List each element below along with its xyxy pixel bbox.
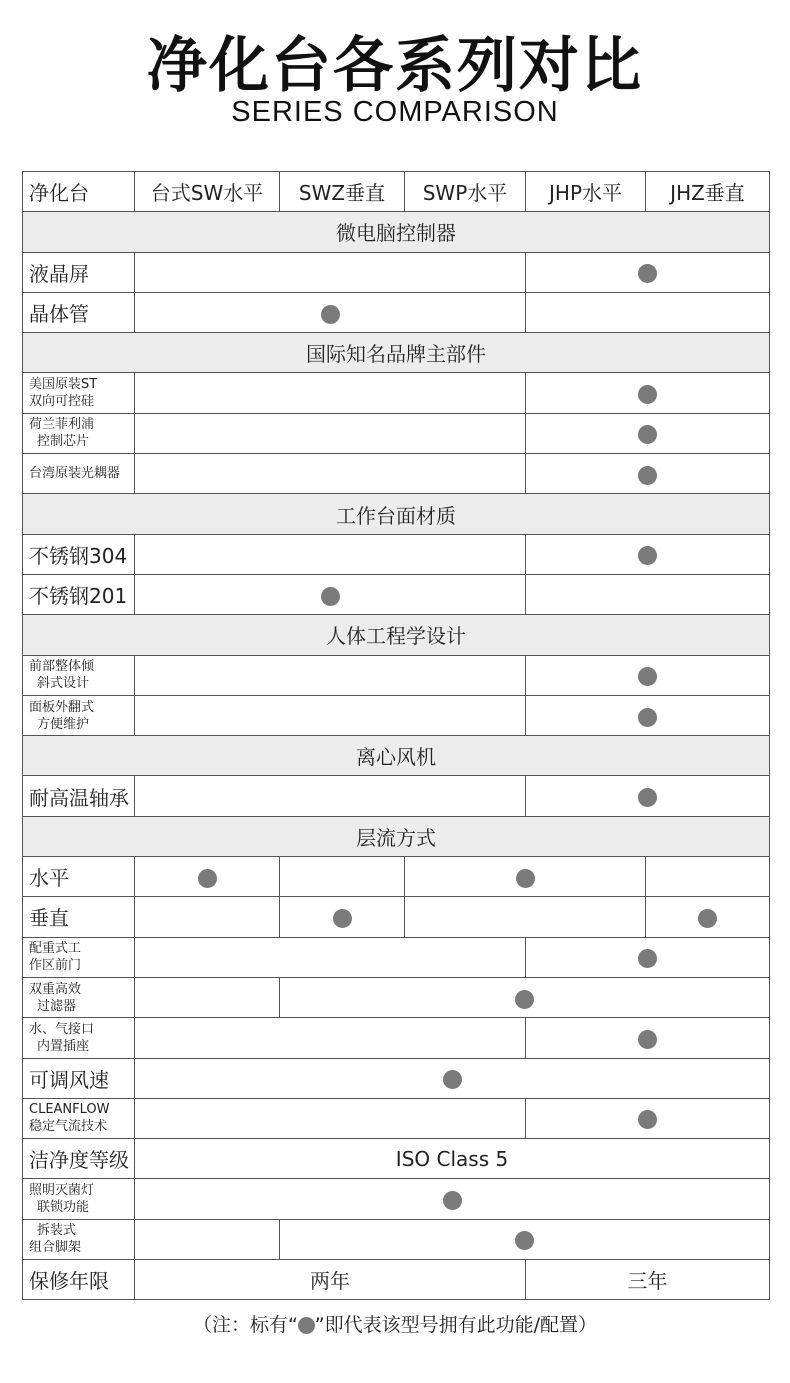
row-label: 洁净度等级 [23, 1139, 135, 1179]
table-row [23, 413, 770, 453]
check-dot-icon [638, 1030, 657, 1049]
check-dot-icon [321, 305, 340, 324]
row-label-line: 面板外翻式 [29, 699, 95, 715]
table-row [23, 1139, 770, 1179]
section-brand-parts: 国际知名品牌主部件 [23, 333, 770, 373]
table-row [23, 776, 770, 816]
row-label-line: 美国原装ST [29, 377, 98, 393]
row-label-line: 作区前门 [29, 958, 82, 974]
empty-cell [135, 937, 526, 977]
table-row [23, 1058, 770, 1098]
table-row [23, 897, 770, 937]
check-dot-icon [333, 909, 352, 928]
row-label-line: 过滤器 [37, 998, 77, 1014]
section-fan: 离心风机 [23, 736, 770, 776]
row-label [23, 1179, 135, 1219]
check-dot-icon [638, 949, 657, 968]
section-row [23, 494, 770, 534]
empty-cell [135, 252, 526, 292]
check-dot-icon [698, 909, 717, 928]
empty-cell [135, 655, 526, 695]
check-cell [280, 1219, 770, 1259]
empty-cell [646, 857, 770, 897]
check-dot-icon [515, 990, 534, 1009]
section-row [23, 615, 770, 655]
check-cell [526, 534, 770, 574]
section-controller: 微电脑控制器 [23, 212, 770, 252]
column-header-jhz: JHZ垂直 [646, 172, 770, 212]
check-cell [280, 977, 770, 1017]
empty-cell [526, 292, 770, 332]
check-dot-icon [638, 425, 657, 444]
row-label [23, 655, 135, 695]
empty-cell [135, 534, 526, 574]
check-cell [135, 574, 526, 614]
check-cell [646, 897, 770, 937]
check-cell [526, 373, 770, 413]
section-worktop: 工作台面材质 [23, 494, 770, 534]
row-label [23, 937, 135, 977]
row-label-line: 水、气接口 [29, 1021, 95, 1037]
row-label-line: 控制芯片 [37, 434, 90, 450]
table-row [23, 1018, 770, 1058]
check-cell [526, 655, 770, 695]
row-label: 晶体管 [23, 292, 135, 332]
check-cell [526, 1018, 770, 1058]
row-label: 液晶屏 [23, 252, 135, 292]
row-label-line: 荷兰菲利浦 [29, 417, 95, 433]
check-dot-icon [638, 466, 657, 485]
column-header-sw: 台式SW水平 [135, 172, 280, 212]
check-dot-icon [638, 1110, 657, 1129]
empty-cell [526, 574, 770, 614]
check-dot-icon [321, 587, 340, 606]
row-label: 台湾原装光耦器 [23, 454, 135, 494]
row-label [23, 413, 135, 453]
cleanliness-value: ISO Class 5 [135, 1139, 770, 1179]
check-cell [135, 292, 526, 332]
row-label-line: 配重式工 [29, 941, 82, 957]
row-label: 保修年限 [23, 1260, 135, 1300]
row-label-line: 双向可控硅 [29, 394, 95, 410]
row-label-line: 斜式设计 [37, 676, 90, 692]
row-label-line: 拆装式 [37, 1223, 77, 1239]
empty-cell [135, 776, 526, 816]
row-label-line: CLEANFLOW [29, 1102, 110, 1118]
empty-cell [280, 857, 405, 897]
row-label: 不锈钢201 [23, 574, 135, 614]
row-label-line: 内置插座 [37, 1038, 90, 1054]
row-label [23, 373, 135, 413]
table-header-row [23, 172, 770, 212]
table-row [23, 1179, 770, 1219]
empty-cell [135, 454, 526, 494]
empty-cell [135, 373, 526, 413]
table-row [23, 454, 770, 494]
warranty-two-years: 两年 [135, 1260, 526, 1300]
table-row [23, 1219, 770, 1259]
section-row [23, 736, 770, 776]
row-label [23, 977, 135, 1017]
empty-cell [405, 897, 646, 937]
check-cell [405, 857, 646, 897]
footnote-suffix: ”即代表该型号拥有此功能/配置） [314, 1314, 598, 1336]
row-label-line: 稳定气流技术 [29, 1119, 108, 1135]
table-row [23, 574, 770, 614]
check-dot-icon [638, 264, 657, 283]
check-cell [526, 413, 770, 453]
table-row [23, 695, 770, 735]
footnote-prefix: （注：标有“ [192, 1314, 298, 1336]
section-row [23, 816, 770, 856]
check-dot-icon [443, 1191, 462, 1210]
section-row [23, 333, 770, 373]
check-dot-icon [298, 1317, 315, 1334]
page-subtitle: SERIES COMPARISON [231, 96, 559, 128]
check-dot-icon [516, 869, 535, 888]
empty-cell [135, 695, 526, 735]
check-dot-icon [638, 546, 657, 565]
check-dot-icon [198, 869, 217, 888]
table-row [23, 937, 770, 977]
row-label: 可调风速 [23, 1058, 135, 1098]
row-label: 水平 [23, 857, 135, 897]
check-dot-icon [638, 385, 657, 404]
column-header-swp: SWP水平 [405, 172, 526, 212]
check-cell [280, 897, 405, 937]
footnote [0, 1310, 790, 1337]
row-label: 不锈钢304 [23, 534, 135, 574]
check-cell [135, 1058, 770, 1098]
section-ergonomics: 人体工程学设计 [23, 615, 770, 655]
empty-cell [135, 1018, 526, 1058]
check-cell [135, 1179, 770, 1219]
table-row [23, 857, 770, 897]
column-header-jhp: JHP水平 [526, 172, 646, 212]
row-label [23, 1018, 135, 1058]
warranty-three-years: 三年 [526, 1260, 770, 1300]
empty-cell [135, 1219, 280, 1259]
table-row [23, 1098, 770, 1138]
row-label [23, 1219, 135, 1259]
empty-cell [135, 1098, 526, 1138]
check-dot-icon [638, 667, 657, 686]
row-label [23, 695, 135, 735]
empty-cell [135, 977, 280, 1017]
table-row [23, 534, 770, 574]
row-label-line: 组合脚架 [29, 1240, 82, 1256]
row-label [23, 1098, 135, 1138]
check-cell [526, 776, 770, 816]
table-row [23, 655, 770, 695]
row-label: 耐高温轴承 [23, 776, 135, 816]
row-label-line: 前部整体倾 [29, 659, 95, 675]
check-dot-icon [638, 708, 657, 727]
page-title: 净化台各系列对比 [147, 31, 643, 101]
row-label-line: 方便维护 [37, 716, 90, 732]
row-label-line: 联锁功能 [37, 1200, 90, 1216]
check-cell [526, 1098, 770, 1138]
row-label-line: 照明灭菌灯 [29, 1183, 95, 1199]
check-cell [526, 252, 770, 292]
row-label: 垂直 [23, 897, 135, 937]
empty-cell [135, 897, 280, 937]
check-cell [526, 937, 770, 977]
corner-label: 净化台 [23, 172, 135, 212]
table-row [23, 1260, 770, 1300]
table-row [23, 252, 770, 292]
table-row [23, 292, 770, 332]
check-cell [526, 454, 770, 494]
column-header-swz: SWZ垂直 [280, 172, 405, 212]
check-cell [526, 695, 770, 735]
check-dot-icon [443, 1070, 462, 1089]
check-cell [135, 857, 280, 897]
section-airflow: 层流方式 [23, 816, 770, 856]
table-row [23, 373, 770, 413]
comparison-table [22, 171, 770, 1300]
section-row [23, 212, 770, 252]
empty-cell [135, 413, 526, 453]
check-dot-icon [515, 1231, 534, 1250]
table-row [23, 977, 770, 1017]
row-label-line: 双重高效 [29, 981, 82, 997]
check-dot-icon [638, 788, 657, 807]
